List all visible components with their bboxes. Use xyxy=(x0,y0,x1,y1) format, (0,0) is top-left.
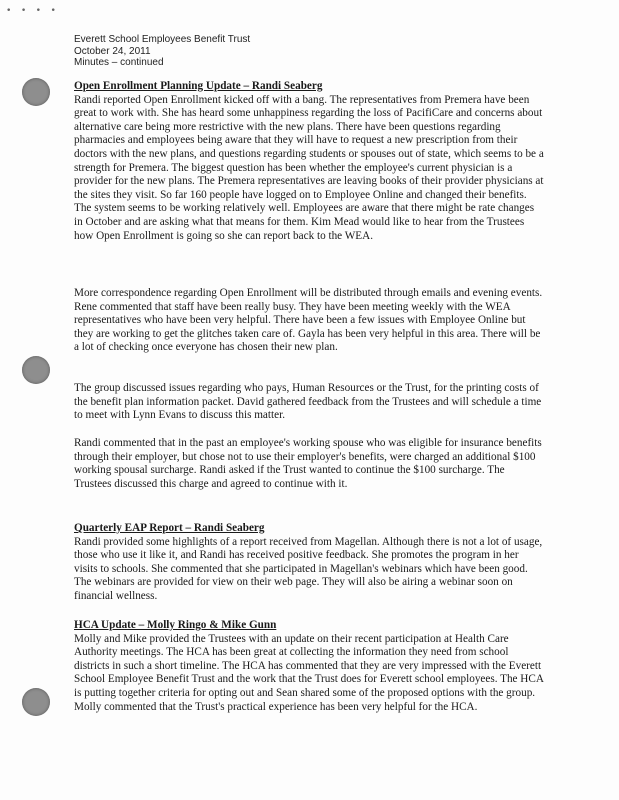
section-heading: HCA Update – Molly Ringo & Mike Gunn xyxy=(74,619,277,631)
eap-section xyxy=(74,522,544,604)
header-continued: Minutes – continued xyxy=(74,57,164,68)
paragraph: Randi provided some highlights of a report received from Magellan. Although there is not a lot of usage, those who use it like it, and Randi has received positive feedback. She promotes the program in her visits to schools. She commented that she participated in Magellan's webinars which have been good. The webinars are provided for view on their web page. They will also be airing a webinar soon on financial wellness. xyxy=(74,535,543,602)
paragraph: Molly and Mike provided the Trustees with an update on their recent participation at Health Care Authority meetings. The HCA has been great at collecting the information they need from school districts in such a short timeline. The HCA has commented that they are very impressed with the Everett School Employee Benefit Trust and the work that the Trust does for Everett school employees. The HCA is putting together criteria for opting out and Sean shared some of the proposed options with the group. Molly commented that the Trust's practical experience has been very helpful for the HCA. xyxy=(74,632,544,713)
header-date: October 24, 2011 xyxy=(74,45,151,57)
open-enrollment-paragraph-3 xyxy=(74,382,544,423)
punch-hole xyxy=(22,78,50,106)
open-enrollment-section xyxy=(74,80,544,243)
hca-section xyxy=(74,619,544,714)
document-header xyxy=(74,34,250,69)
paragraph: The group discussed issues regarding who pays, Human Resources or the Trust, for the printing costs of the benefit plan information packet. David gathered feedback from the Trustees and will schedule a time to meet with Lynn Evans to discuss this matter. xyxy=(74,382,542,422)
paragraph: More correspondence regarding Open Enrollment will be distributed through emails and evening events. Rene commented that staff have been really busy. They have been meeting weekly with the WEA representatives who have been very helpful. There have been a few issues with Employee Online but they are working to get the glitches taken care of. Gayla has been very helpful in this area. There will be a lot of checking once everyone has chosen their new plan. xyxy=(74,287,543,354)
paragraph: Randi reported Open Enrollment kicked off with a bang. The representatives from Premera have been great to work with. She has heard some unhappiness regarding the loss of PacifiCare and concerns about alternative care being more restrictive with the new plans. There have been questions regarding pharmacies and employees being aware that they will have to request a new prescription from their doctors with the new plans, and questions regarding students or spouses out of state, which seems to be a strength for Premera. The biggest question has been whether the employee's current physician is a provider for the new plans. The Premera representatives are leaving books of their provider physicians at the sites they visit. So far 160 people have logged on to Employee Online and changed their benefits. The system seems to be working relatively well. Employees are aware that there might be rate changes in October and are asking what that means for them. Kim Mead would like to hear from the Trustees how Open Enrollment is going so she can report back to the WEA. xyxy=(74,93,544,242)
section-heading: Open Enrollment Planning Update – Randi Seaberg xyxy=(74,80,323,92)
scan-artifact: • • • • xyxy=(6,6,58,16)
punch-hole xyxy=(22,356,50,384)
section-heading: Quarterly EAP Report – Randi Seaberg xyxy=(74,522,265,534)
open-enrollment-paragraph-4 xyxy=(74,437,544,491)
paragraph: Randi commented that in the past an employee's working spouse who was eligible for insurance benefits through their employer, but chose not to use their employer's benefits, were charged an additional $100 working spousal surcharge. Randi asked if the Trust wanted to continue the $100 surcharge. The Trustees discussed this charge and agreed to continue with it. xyxy=(74,437,542,490)
punch-hole xyxy=(22,688,50,716)
open-enrollment-paragraph-2 xyxy=(74,287,544,355)
header-organization: Everett School Employees Benefit Trust xyxy=(74,34,251,45)
